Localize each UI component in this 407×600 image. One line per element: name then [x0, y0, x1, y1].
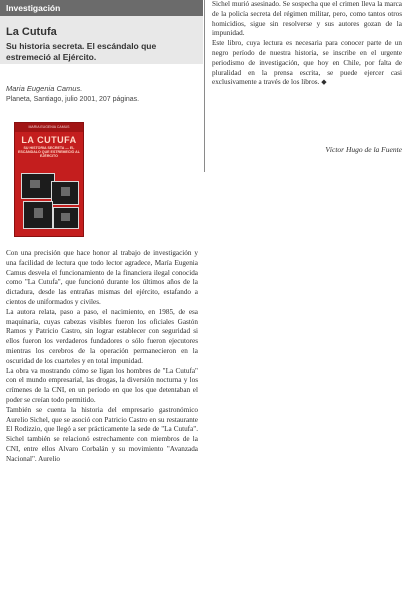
cover-author: MARIA EUGENIA CAMUS [15, 123, 83, 132]
cover-photo-collage [21, 173, 79, 231]
book-subtitle: Su historia secreta. El escándalo que estremeció al Ejército. [6, 41, 157, 62]
book-cover-image [14, 122, 84, 237]
body-paragraph: También se cuenta la historia del empresario gastronómico Aurelio Sichel, que se asoció con Patricio Castro en su restaurante El Rodizzio, que llegó a ser prácticamente la sede de "La Cutufa". Sichel también se relacionó estrechamente con miembros de la CNI, entre ellos Alvaro Corbalán y su movimiento "Avanzada Nacional". Aurelio [6, 405, 198, 463]
column-divider [204, 0, 205, 172]
cover-title: LA CUTUFA [21, 135, 77, 145]
cover-photo [23, 201, 53, 229]
publication-info: Planeta, Santiago, julio 2001, 207 páginas. [6, 96, 140, 103]
review-body [6, 249, 198, 465]
closing-text: Este libro, cuya lectura es necesaria para conocer parte de un negro período de nuestra historia, se inscribe en el urgente periodismo de investigación, que hoy en Chile, por falta de pluralidad en la prensa escrita, se puede ejercer casi exclusivamente a través de los libros. [212, 39, 402, 87]
cover-photo [53, 207, 79, 229]
book-author: Maria Eugenia Camus. [6, 84, 83, 93]
closing-paragraph [212, 39, 402, 88]
left-column [0, 0, 203, 600]
end-mark-icon: ◆ [321, 78, 327, 87]
reviewer-signature: Víctor Hugo de la Fuente [325, 145, 402, 154]
body-paragraph: La obra va mostrando cómo se ligan los hombres de "La Cutufa" con el mundo empresarial, las drogas, la diversión nocturna y los crímenes de la CNI, en un período en que los que detentaban el poder se creían todo permitido. [6, 366, 198, 404]
book-title: La Cutufa [6, 26, 57, 38]
section-label: Investigación [0, 0, 203, 16]
continuation-paragraph: Sichel murió asesinado. Se sospecha que el crimen lleva la marca de la policía secreta del régimen militar, pero, como tantos otros homicidios, sigue sin resolverse y sus autores gozan de la impunidad. [212, 0, 402, 38]
body-paragraph: La autora relata, paso a paso, el nacimiento, en 1985, de esa maquinaria, cuyas cabezas visibles fueron los oficiales Gastón Ramos y Patricio Castro, sin lograr establecer con seguridad si ellos fueron los verdaderos fundadores o sólo fueron ejecutores mientras los cerebros de la operación permanecieron en la oscuridad de los cuarteles y en total impunidad. [6, 307, 198, 365]
cover-photo [51, 181, 79, 205]
cover-photo [21, 173, 55, 199]
body-paragraph: Con una precisión que hace honor al trabajo de investigación y una facilidad de lectura que todo lector agradece, María Eugenia Camus desvela el funcionamiento de la financiera ilegal conocida como "La Cutufa", que funcionó durante los últimos años de la dictadura, desde las entrañas mismas del ejército, estafando a cientos de uniformados y civiles. [6, 249, 198, 306]
right-column [212, 0, 402, 88]
cover-subtitle: SU HISTORIA SECRETA — EL ESCÁNDALO QUE ESTREMECIÓ AL EJÉRCITO [18, 146, 80, 159]
